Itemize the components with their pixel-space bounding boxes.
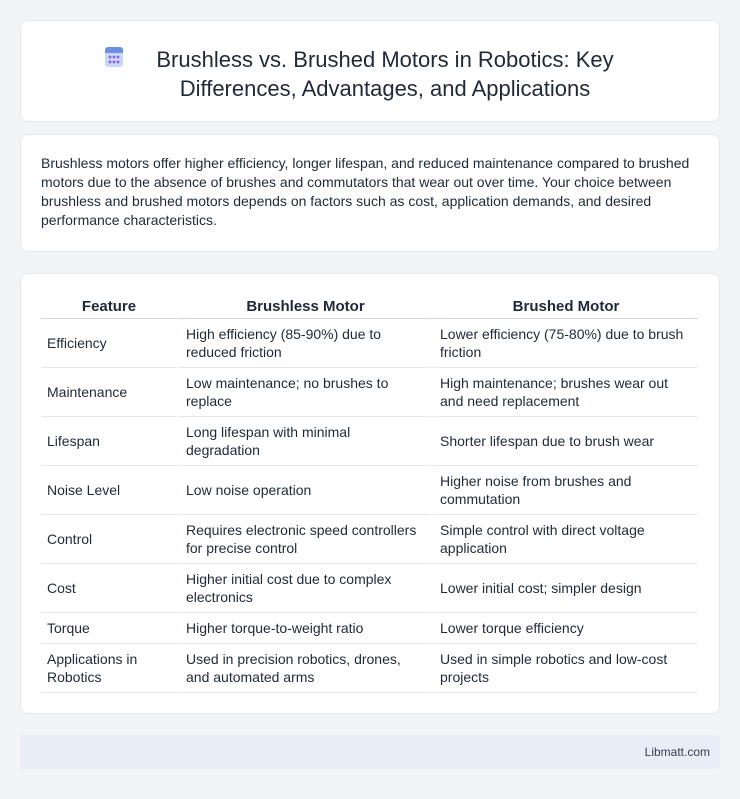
table-row: [41, 644, 698, 693]
brushless-cell: Higher torque-to-weight ratio: [177, 613, 431, 644]
intro-card: [20, 134, 720, 252]
table-row: [41, 319, 698, 368]
brushless-cell: Low noise operation: [177, 466, 431, 515]
feature-cell: Cost: [41, 564, 177, 613]
comparison-table: [41, 296, 698, 693]
brushed-cell: Shorter lifespan due to brush wear: [431, 417, 698, 466]
footer-bar: [20, 735, 720, 769]
title-card: [20, 20, 720, 122]
brushed-cell: Lower initial cost; simpler design: [431, 564, 698, 613]
feature-cell: Efficiency: [41, 319, 177, 368]
table-row: [41, 466, 698, 515]
brushed-cell: Lower efficiency (75-80%) due to brush friction: [431, 319, 698, 368]
brushed-cell: Higher noise from brushes and commutation: [431, 466, 698, 515]
feature-cell: Maintenance: [41, 368, 177, 417]
brushed-cell: Lower torque efficiency: [431, 613, 698, 644]
header-feature: Feature: [41, 296, 177, 319]
intro-paragraph: Brushless motors offer higher efficiency, longer lifespan, and reduced maintenance compared to brushed motors due to the absence of brushes and commutators that wear out over time. Your choice between brushless and brushed motors depends on factors such as cost, application demands, and desired performance characteristics.: [41, 155, 690, 228]
table-row: [41, 417, 698, 466]
brushed-cell: Simple control with direct voltage application: [431, 515, 698, 564]
brushless-cell: Higher initial cost due to complex electronics: [177, 564, 431, 613]
table-row: [41, 368, 698, 417]
feature-cell: Control: [41, 515, 177, 564]
brushed-cell: High maintenance; brushes wear out and need replacement: [431, 368, 698, 417]
table-row: [41, 515, 698, 564]
brushless-cell: High efficiency (85-90%) due to reduced friction: [177, 319, 431, 368]
header-brushed: Brushed Motor: [431, 296, 698, 319]
feature-cell: Noise Level: [41, 466, 177, 515]
brushed-cell: Used in simple robotics and low-cost projects: [431, 644, 698, 693]
comparison-table-card: [20, 273, 720, 714]
brushless-cell: Long lifespan with minimal degradation: [177, 417, 431, 466]
header-brushless: Brushless Motor: [177, 296, 431, 319]
page-title: Brushless vs. Brushed Motors in Robotics: Key Differences, Advantages, and Applications: [156, 47, 614, 101]
brushless-cell: Used in precision robotics, drones, and automated arms: [177, 644, 431, 693]
brushless-cell: Requires electronic speed controllers for precise control: [177, 515, 431, 564]
feature-cell: Applications in Robotics: [41, 644, 177, 693]
feature-cell: Torque: [41, 613, 177, 644]
table-row: [41, 564, 698, 613]
brushless-cell: Low maintenance; no brushes to replace: [177, 368, 431, 417]
table-header-row: [41, 296, 698, 319]
table-row: [41, 613, 698, 644]
feature-cell: Lifespan: [41, 417, 177, 466]
footer-site-link[interactable]: Libmatt.com: [644, 745, 710, 759]
